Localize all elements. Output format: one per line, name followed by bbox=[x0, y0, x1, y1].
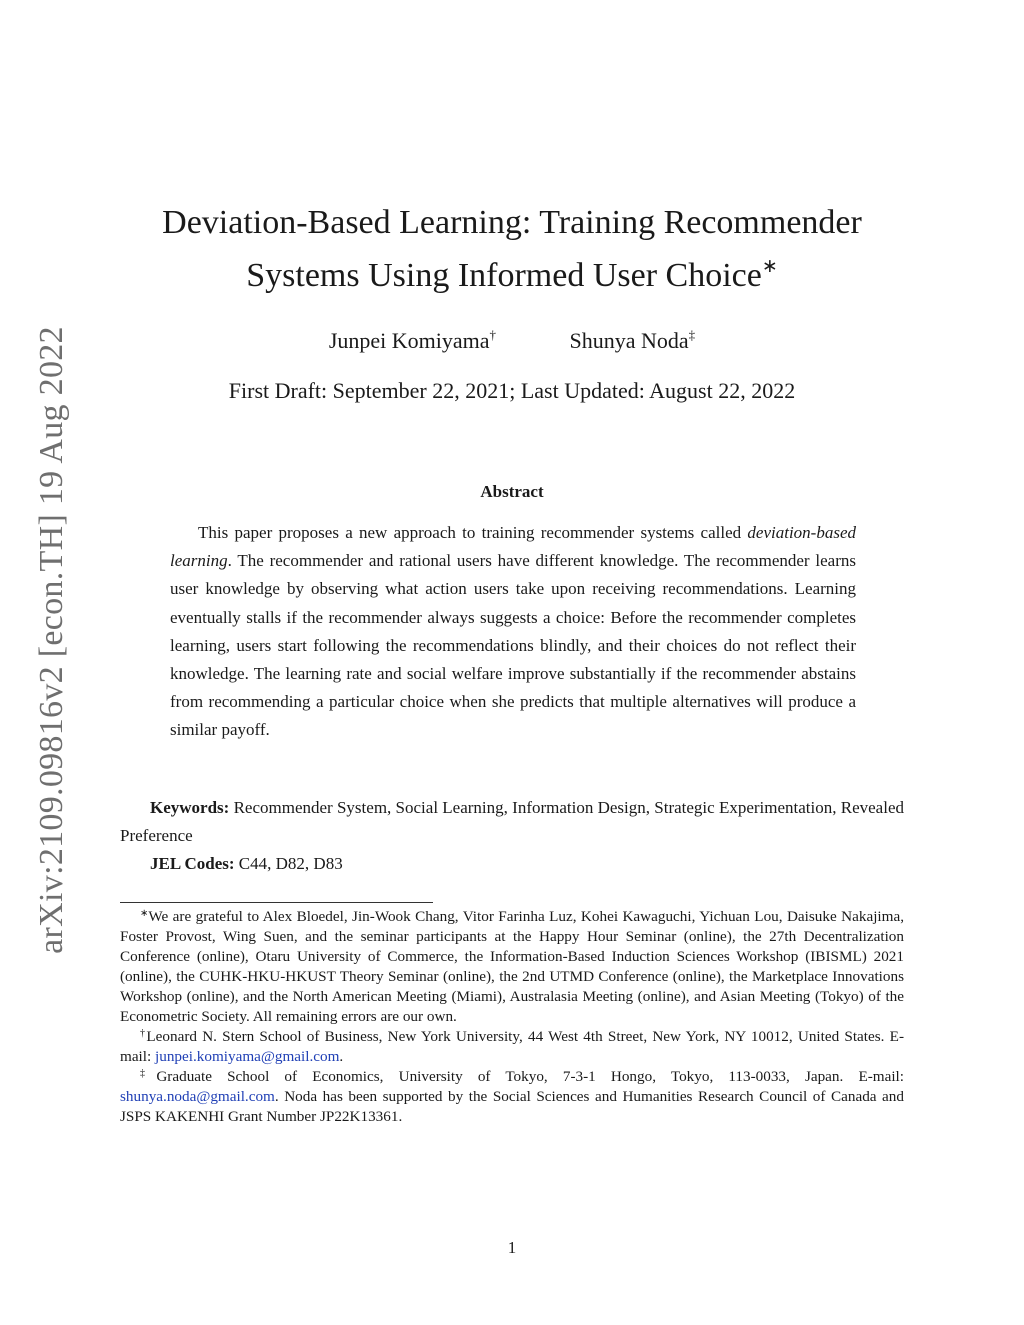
footnote-text-end: . bbox=[339, 1048, 344, 1065]
author-name: Junpei Komiyama bbox=[328, 328, 490, 353]
author bbox=[329, 326, 496, 356]
footnote-acknowledgements bbox=[120, 907, 904, 1027]
jel-codes bbox=[120, 850, 904, 878]
abstract-key-term: deviation-based learning bbox=[170, 523, 856, 571]
footnote-mark: ∗ bbox=[140, 908, 149, 919]
keywords bbox=[120, 794, 904, 850]
title-line-2: Systems Using Informed User Choice bbox=[246, 257, 762, 294]
keywords-text: Recommender System, Social Learning, Information Design, Strategic Experimentation, Revealed Preference bbox=[120, 798, 904, 846]
footnote-noda bbox=[120, 1067, 904, 1127]
footnote-text: Leonard N. Stern School of Business, New York University, 44 West 4th Street, New York, NY 10012, United States. E-mail: bbox=[120, 1028, 905, 1065]
author-name: Shunya Noda bbox=[569, 328, 689, 353]
author bbox=[570, 326, 696, 356]
author-footnote-mark: ‡ bbox=[688, 327, 696, 342]
abstract-heading: Abstract bbox=[480, 482, 544, 501]
email-link-noda[interactable]: shunya.noda@gmail.com bbox=[120, 1088, 275, 1105]
author-footnote-mark: † bbox=[489, 327, 497, 342]
title-line-1: Deviation-Based Learning: Training Recommender bbox=[162, 204, 862, 241]
author-list bbox=[120, 326, 904, 356]
abstract-text-start: This paper proposes a new approach to training recommender systems called bbox=[198, 523, 748, 542]
page-number: 1 bbox=[507, 1238, 517, 1257]
title-footnote-mark: ∗ bbox=[761, 256, 778, 277]
abstract-body bbox=[170, 519, 856, 745]
jel-text: C44, D82, D83 bbox=[238, 854, 343, 873]
jel-label: JEL Codes: bbox=[150, 854, 235, 873]
footnote-text: We are grateful to Alex Bloedel, Jin-Wook Chang, Vitor Farinha Luz, Kohei Kawaguchi, Yichuan Lou, Daisuke Nakajima, Foster Provost, Wing Suen, and the seminar participants at the Happy Hour Seminar (online), the 27th Decentralization Conference (online), Otaru University of Commerce, the Information-Based Induction Sciences Workshop (IBISML) 2021 (online), the CUHK-HKU-HKUST Theory Seminar (online), the 2nd UTMD Conference (online), the Marketplace Innovations Workshop (online), and the North American Meeting (Miami), Australasia Meeting (online), and Asian Meeting (Tokyo) of the Econometric Society. All remaining errors are our own. bbox=[120, 908, 904, 1025]
footnote-mark: ‡ bbox=[140, 1068, 157, 1079]
email-link-komiyama[interactable]: junpei.komiyama@gmail.com bbox=[155, 1048, 340, 1065]
footnote-text-end: . Noda has been supported by the Social Sciences and Humanities Research Council of Canada and JSPS KAKENHI Grant Number JP22K13361. bbox=[120, 1088, 904, 1125]
footnote-mark: † bbox=[140, 1028, 147, 1039]
footnotes bbox=[120, 907, 904, 1127]
footnote-divider bbox=[120, 902, 433, 903]
arxiv-identifier-stamp: arXiv:2109.09816v2 [econ.TH] 19 Aug 2022 bbox=[33, 326, 70, 954]
footnote-text: Graduate School of Economics, University of Tokyo, 7-3-1 Hongo, Tokyo, 113-0033, Japan. E-mail: bbox=[156, 1068, 904, 1085]
abstract-text-end: . The recommender and rational users have different knowledge. The recommender learns user knowledge by observing what action users take upon receiving recommendations. Learning eventually stalls if the recommender always suggests a choice: Before the recommender completes learning, users start following the recommendations blindly, and their choices do not reflect their knowledge. The learning rate and social welfare improve substantially if the recommender abstains from recommending a particular choice when she predicts that multiple alternatives will produce a similar payoff. bbox=[170, 551, 856, 740]
paper-title bbox=[120, 196, 904, 302]
footnote-komiyama bbox=[120, 1027, 904, 1067]
draft-dates: First Draft: September 22, 2021; Last Updated: August 22, 2022 bbox=[228, 378, 796, 403]
keywords-label: Keywords: bbox=[150, 798, 230, 817]
